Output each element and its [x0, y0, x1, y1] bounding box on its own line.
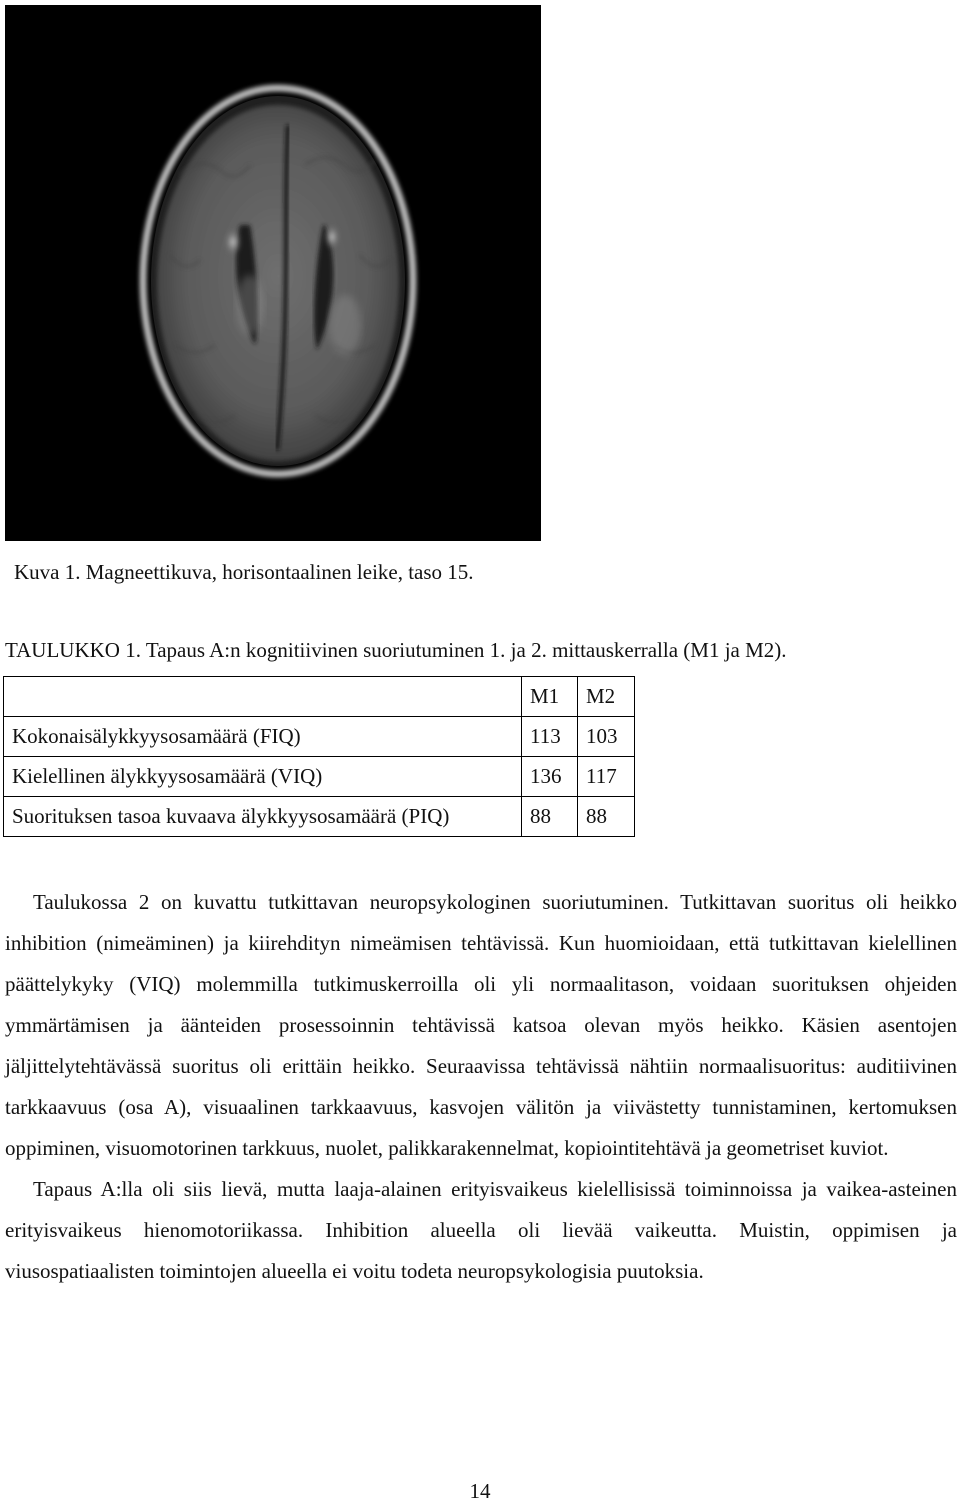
row-label-cell: Suorituksen tasoa kuvaava älykkyysosamäärä (PIQ) [4, 797, 522, 837]
row-m1-cell: 88 [522, 797, 578, 837]
paragraph: Tapaus A:lla oli siis lievä, mutta laaja-alainen erityisvaikeus kielellisissä toiminnoissa ja vaikea-asteinen erityisvaikeus hienomotoriikassa. Inhibition alueella oli lievää vaikeutta. Muistin, oppimisen ja viusospatiaalisten toimintojen alueella ei voitu todeta neuropsykologisia puutoksia. [5, 1177, 957, 1283]
page-number: 14 [469, 1479, 491, 1503]
mri-brain-image [5, 5, 541, 541]
row-m1-cell: 113 [522, 717, 578, 757]
table-row [4, 717, 635, 757]
table-header-row [4, 677, 635, 717]
results-table [3, 676, 635, 837]
figure-caption: Kuva 1. Magneettikuva, horisontaalinen leike, taso 15. [14, 560, 474, 584]
header-m2-cell: M2 [578, 677, 635, 717]
table-row [4, 797, 635, 837]
table-row [4, 757, 635, 797]
row-label-cell: Kielellinen älykkyysosamäärä (VIQ) [4, 757, 522, 797]
row-m1-cell: 136 [522, 757, 578, 797]
header-m1-cell: M1 [522, 677, 578, 717]
table-title: TAULUKKO 1. Tapaus A:n kognitiivinen suoriutuminen 1. ja 2. mittauskerralla (M1 ja M2). [5, 638, 787, 662]
header-label-cell [4, 677, 522, 717]
row-m2-cell: 117 [578, 757, 635, 797]
row-m2-cell: 88 [578, 797, 635, 837]
row-label-cell: Kokonaisälykkyysosamäärä (FIQ) [4, 717, 522, 757]
body-text [5, 882, 957, 1292]
row-m2-cell: 103 [578, 717, 635, 757]
paragraph: Taulukossa 2 on kuvattu tutkittavan neuropsykologinen suoriutuminen. Tutkittavan suoritus oli heikko inhibition (nimeäminen) ja kiirehdityn nimeämisen tehtävissä. Kun huomioidaan, että tutkittavan kielellinen päättelykyky (VIQ) molemmilla tutkimuskerroilla oli yli normaalitason, voidaan suorituksen ohjeiden ymmärtämisen ja äänteiden prosessoinnin tehtävissä katsoa olevan myös heikko. Käsien asentojen jäljittelytehtävässä suoritus oli erittäin heikko. Seuraavissa tehtävissä nähtiin normaalisuoritus: auditiivinen tarkkaavuus (osa A), visuaalinen tarkkaavuus, kasvojen välitön ja viivästetty tunnistaminen, kertomuksen oppiminen, visuomotorinen tarkkuus, nuolet, palikkarakennelmat, kopiointitehtävä ja geometriset kuviot. [5, 890, 957, 1160]
